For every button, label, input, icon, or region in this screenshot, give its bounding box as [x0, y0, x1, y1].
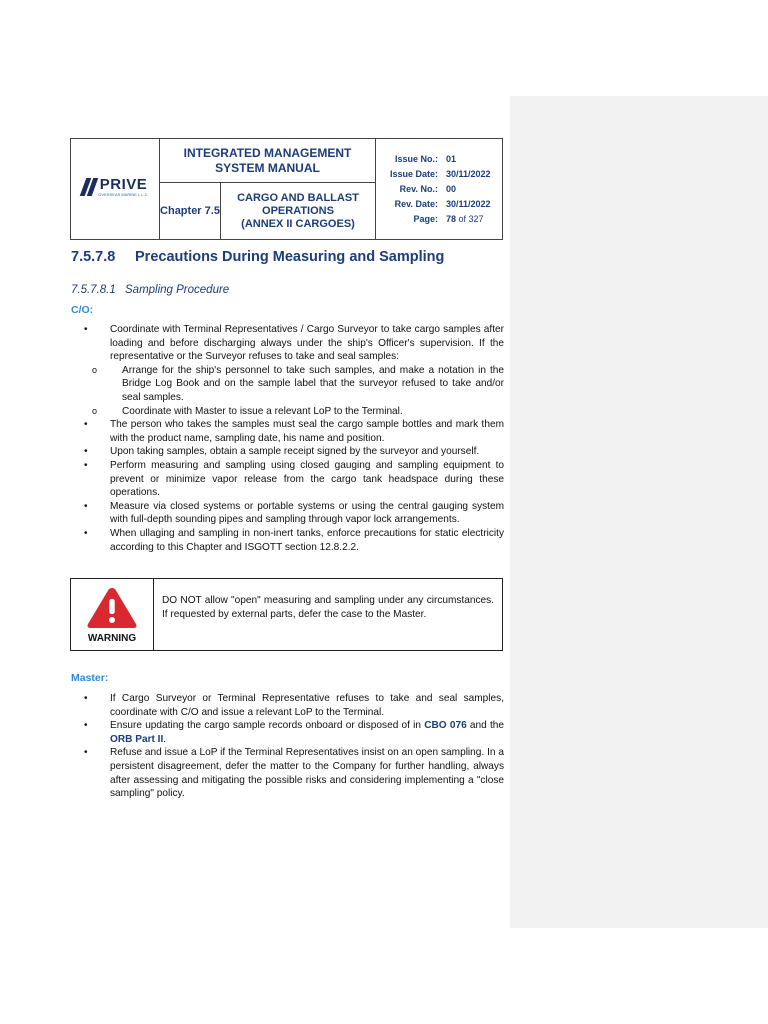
logo-subtext: OVERSEAS MARINE L.L.C. [98, 192, 149, 197]
warning-box [70, 578, 503, 651]
list-item: • Perform measuring and sampling using closed gauging and sampling equipment to prevent or minimize vapor release from the cargo tank headspace during these operations. [84, 459, 504, 499]
logo-cell [71, 139, 160, 240]
meta-rev-no: Rev. No.: 00 [399, 183, 457, 194]
logo-mark-icon [81, 178, 95, 196]
master-list [80, 692, 504, 801]
page-total: of 327 [458, 213, 484, 224]
sub-list-item: o Arrange for the ship's personnel to take such samples, and make a notation in the Bridge Log Book and on the sample label that the surveyor refused to take and/or seal samples. [92, 364, 504, 403]
subsection-heading: 7.5.7.8.1 Sampling Procedure [71, 284, 230, 296]
meta-page: Page: 78 of 327 [413, 213, 484, 224]
chapter-label: Chapter 7.5 [160, 183, 221, 240]
company-logo [81, 177, 148, 197]
list-item: • Measure via closed systems or portable systems or using the central gauging system with full-depth sounding pipes and sampling through vapor lock arrangements. [84, 500, 504, 526]
list-item: • If Cargo Surveyor or Terminal Representative refuses to take and seal samples, coordinate with C/O and issue a relevant LoP to the Terminal. [84, 693, 504, 718]
list-item: • Ensure updating the cargo sample records onboard or disposed of in CBO 076 and the ORB Part II. [84, 720, 504, 745]
meta-rev-date: Rev. Date: 30/11/2022 [394, 198, 491, 209]
comments-pane [510, 96, 768, 928]
cbo-076-link[interactable]: CBO 076 [424, 720, 467, 732]
warning-icon-cell [71, 579, 154, 650]
warning-text: DO NOT allow "open" measuring and sampling under any circumstances. If requested by external parts, defer the case to the Master. [162, 595, 494, 620]
warning-label: WARNING [87, 632, 137, 644]
document-meta [376, 139, 503, 240]
logo-text: PRIVE OVERSEAS MARINE L.L.C. [98, 176, 149, 197]
section-heading: 7.5.7.8 Precautions During Measuring and Sampling [71, 249, 445, 265]
sub-list-item: o Coordinate with Master to issue a relevant LoP to the Terminal. [92, 405, 403, 417]
list-item: • Refuse and issue a LoP if the Terminal Representatives insist on an open sampling. In a persistent disagreement, defer the matter to the Company for further handling, always after assessing and mitigating the possible risks and considering implementing a "close sampling" policy. [84, 747, 504, 800]
co-list [80, 323, 504, 554]
meta-issue-date: Issue Date: 30/11/2022 [389, 168, 491, 179]
meta-issue-no: Issue No.: 01 [394, 153, 457, 164]
section-title-cell: CARGO AND BALLAST OPERATIONS (ANNEX II CARGOES) [221, 183, 376, 240]
system-title: INTEGRATED MANAGEMENT SYSTEM MANUAL [160, 139, 376, 183]
warning-triangle-icon [85, 586, 139, 630]
page-number: 78 [446, 213, 457, 224]
list-item: • Coordinate with Terminal Representatives / Cargo Surveyor to take cargo samples after loading and before discharging always under the ship's Officer's supervision. If the representative or the Surveyor refuses to take and seal samples: [84, 324, 504, 363]
master-heading: Master: [71, 672, 109, 684]
list-item: • When ullaging and sampling in non-inert tanks, enforce precautions for static electricity according to this Chapter and ISGOTT section 12.8.2.2. [84, 527, 504, 553]
list-item: • Upon taking samples, obtain a sample receipt signed by the surveyor and yourself. [84, 446, 480, 458]
list-item: • The person who takes the samples must seal the cargo sample bottles and mark them with the product name, sampling date, his name and position. [84, 419, 504, 444]
co-heading: C/O: [71, 304, 94, 316]
document-header-table [70, 138, 503, 240]
orb-part-ii-link[interactable]: ORB Part II [110, 733, 164, 745]
